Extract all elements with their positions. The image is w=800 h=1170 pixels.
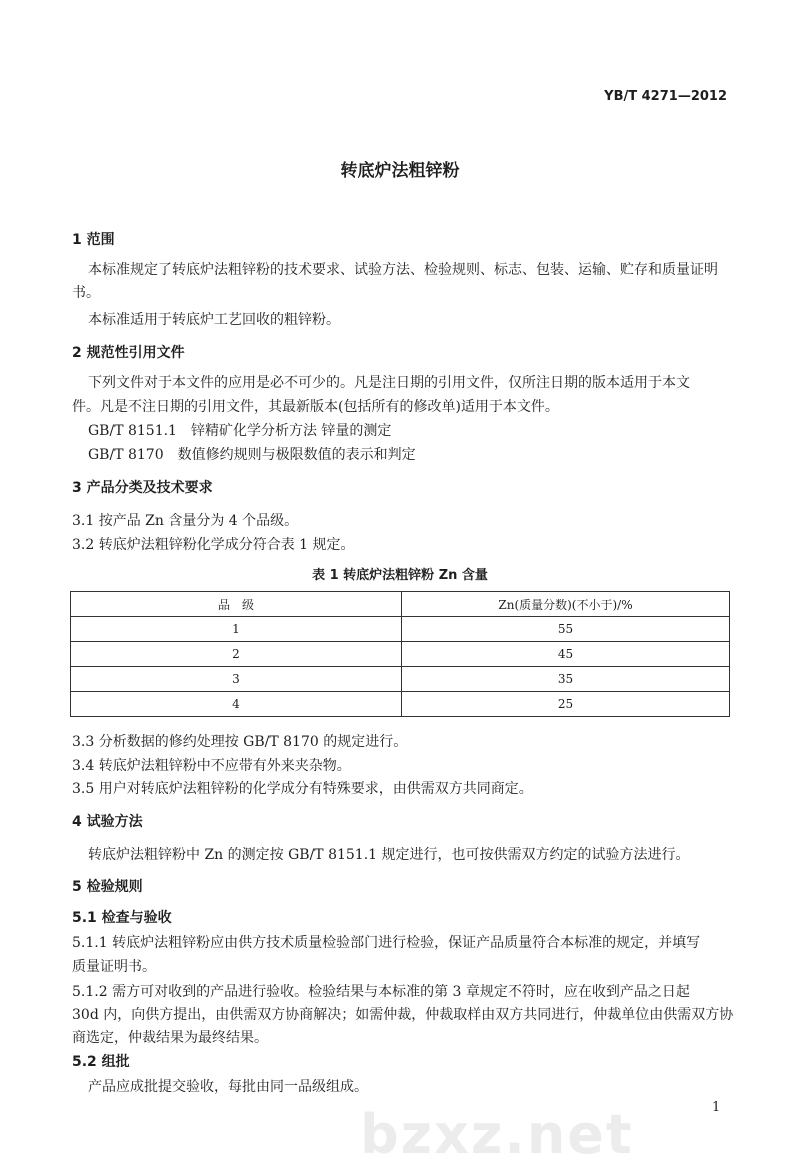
paragraph: 质量证明书。	[72, 959, 156, 975]
clause-3-1: 3.1 按产品 Zn 含量分为 4 个品级。	[72, 513, 299, 529]
standard-number: YB/T 4271—2012	[604, 89, 727, 104]
paragraph: 30d 内，向供方提出，由供需双方协商解决；如需仲裁，仲裁取样由双方共同进行，仲裁单位由供需双方协	[72, 1007, 734, 1023]
table-row	[71, 617, 730, 642]
column-header: Zn(质量分数)(不小于)/%	[402, 592, 730, 617]
reference-item: GB/T 8170 数值修约规则与极限数值的表示和判定	[88, 447, 416, 463]
page-number: 1	[712, 1100, 721, 1115]
paragraph: 本标准规定了转底炉法粗锌粉的技术要求、试验方法、检验规则、标志、包装、运输、贮存和质量证明	[88, 262, 718, 278]
paragraph: 产品应成批提交验收，每批由同一品级组成。	[88, 1079, 368, 1095]
grade-cell: 1	[71, 617, 402, 642]
table-row	[71, 692, 730, 717]
paragraph: 商选定，仲裁结果为最终结果。	[72, 1030, 268, 1046]
paragraph: 下列文件对于本文件的应用是必不可少的。凡是注日期的引用文件，仅所注日期的版本适用于本文	[88, 375, 690, 391]
paragraph: 转底炉法粗锌粉中 Zn 的测定按 GB/T 8151.1 规定进行，也可按供需双方约定的试验方法进行。	[88, 847, 690, 863]
zn-cell: 25	[402, 692, 730, 717]
clause-3-3: 3.3 分析数据的修约处理按 GB/T 8170 的规定进行。	[72, 734, 408, 750]
clause-3-2: 3.2 转底炉法粗锌粉化学成分符合表 1 规定。	[72, 537, 355, 553]
grade-cell: 3	[71, 667, 402, 692]
section-1-heading: 1 范围	[72, 232, 115, 248]
clause-5-1-1: 5.1.1 转底炉法粗锌粉应由供方技术质量检验部门进行检验，保证产品质量符合本标准的规定，并填写	[72, 935, 701, 951]
document-title: 转底炉法粗锌粉	[340, 161, 460, 181]
table-header-row	[71, 592, 730, 617]
column-header: 品 级	[71, 592, 402, 617]
table-row	[71, 642, 730, 667]
paragraph: 件。凡是不注日期的引用文件，其最新版本(包括所有的修改单)适用于本文件。	[72, 399, 559, 415]
clause-5-1-2: 5.1.2 需方可对收到的产品进行验收。检验结果与本标准的第 3 章规定不符时，应在收到产品之日起	[72, 984, 690, 1000]
zn-cell: 55	[402, 617, 730, 642]
subsection-5-2-heading: 5.2 组批	[72, 1054, 130, 1070]
table-caption: 表 1 转底炉法粗锌粉 Zn 含量	[312, 568, 488, 583]
grade-cell: 2	[71, 642, 402, 667]
section-5-heading: 5 检验规则	[72, 879, 143, 895]
reference-item: GB/T 8151.1 锌精矿化学分析方法 锌量的测定	[88, 423, 392, 439]
zn-content-table	[70, 591, 730, 717]
clause-3-5: 3.5 用户对转底炉法粗锌粉的化学成分有特殊要求，由供需双方共同商定。	[72, 781, 533, 797]
zn-cell: 45	[402, 642, 730, 667]
watermark: bzxz.net	[360, 1103, 634, 1166]
grade-cell: 4	[71, 692, 402, 717]
subsection-5-1-heading: 5.1 检查与验收	[72, 910, 172, 926]
section-2-heading: 2 规范性引用文件	[72, 345, 185, 361]
paragraph: 本标准适用于转底炉工艺回收的粗锌粉。	[88, 312, 340, 328]
section-4-heading: 4 试验方法	[72, 814, 143, 830]
table-row	[71, 667, 730, 692]
zn-cell: 35	[402, 667, 730, 692]
paragraph: 书。	[72, 285, 100, 301]
section-3-heading: 3 产品分类及技术要求	[72, 480, 213, 496]
clause-3-4: 3.4 转底炉法粗锌粉中不应带有外来夹杂物。	[72, 758, 351, 774]
